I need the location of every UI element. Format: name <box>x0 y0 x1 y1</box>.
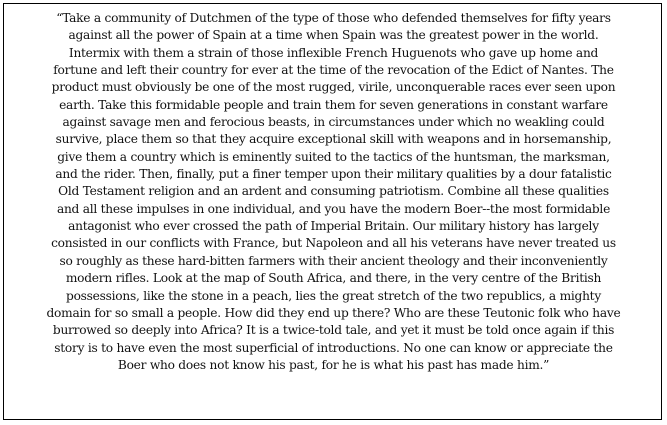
quote-box <box>3 3 662 420</box>
quote-line: against savage men and ferocious beasts, in circumstances under which no weakling could <box>62 115 605 130</box>
quote-line: and the rider. Then, finally, put a finer temper upon their military qualities by a dour fatalistic <box>55 167 612 182</box>
quote-line: story is to have even the most superficial of introductions. No one can know or appreciate the <box>54 340 613 355</box>
quote-line: burrowed so deeply into Africa? It is a twice-told tale, and yet it must be told once again if this <box>52 323 615 338</box>
quote-line: against all the power of Spain at a time when Spain was the greatest power in the world. <box>68 28 599 43</box>
quote-paragraph <box>12 10 655 374</box>
quote-line: “Take a community of Dutchmen of the type of those who defended themselves for fifty years <box>56 11 611 25</box>
quote-line: give them a country which is eminently suited to the tactics of the huntsman, the marksman, <box>57 149 610 164</box>
quote-line: and all these impulses in one individual, and you have the modern Boer--the most formidable <box>56 201 611 216</box>
quote-line: consisted in our conflicts with France, but Napoleon and all his veterans have never treated us <box>51 236 616 251</box>
quote-line: domain for so small a people. How did they end up there? Who are these Teutonic folk who have <box>46 305 621 320</box>
quote-line: Intermix with them a strain of those inflexible French Huguenots who gave up home and <box>68 45 599 60</box>
quote-line: possessions, like the stone in a peach, lies the great stretch of the two republics, a mighty <box>66 288 601 303</box>
quote-line: fortune and left their country for ever at the time of the revocation of the Edict of Nantes. The <box>53 63 614 78</box>
quote-line: earth. Take this formidable people and train them for seven generations in constant warfare <box>59 97 608 112</box>
quote-line: product must obviously be one of the most rugged, virile, unconquerable races ever seen upon <box>51 80 616 95</box>
quote-line: modern rifles. Look at the map of South Africa, and there, in the very centre of the British <box>65 271 602 286</box>
quote-line: Old Testament religion and an ardent and consuming patriotism. Combine all these qualities <box>58 184 609 199</box>
quote-line: survive, place them so that they acquire exceptional skill with weapons and in horsemanship, <box>55 132 612 147</box>
quote-line: so roughly as these hard-bitten farmers with their ancient theology and their inconveniently <box>59 253 608 268</box>
quote-line: antagonist who ever crossed the path of Imperial Britain. Our military history has largely <box>68 219 599 234</box>
quote-line: Boer who does not know his past, for he is what his past has made him.” <box>117 357 550 372</box>
